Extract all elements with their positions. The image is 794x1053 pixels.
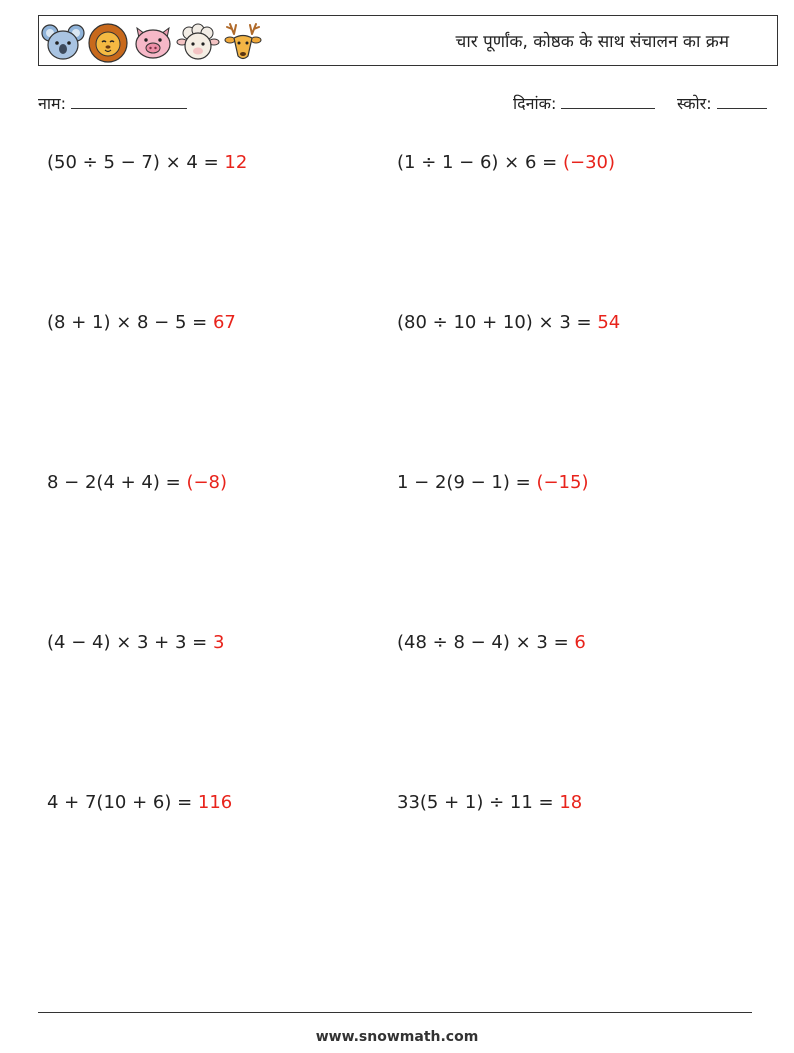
lion-icon: [86, 20, 130, 64]
problem-answer: 67: [212, 312, 236, 333]
problem-10: [397, 792, 582, 813]
problem-answer: 18: [559, 792, 583, 813]
problem-6: [397, 472, 588, 493]
problem-expression: 8 − 2(4 + 4) =: [47, 472, 187, 493]
name-blank[interactable]: [71, 94, 187, 109]
deer-icon: [221, 20, 265, 64]
worksheet-title: चार पूर्णांक, कोष्ठक के साथ संचालन का क्रम: [455, 32, 729, 52]
problem-answer: 12: [224, 152, 248, 173]
problem-answer: 116: [197, 792, 233, 813]
problem-expression: 1 − 2(9 − 1) =: [397, 472, 537, 493]
date-field: [513, 92, 655, 114]
footer-divider: [38, 1012, 752, 1013]
problem-7: [47, 632, 224, 653]
problem-8: [397, 632, 586, 653]
problem-expression: (50 ÷ 5 − 7) × 4 =: [47, 152, 225, 173]
score-blank[interactable]: [717, 94, 767, 109]
name-label: नाम:: [38, 94, 66, 113]
problem-expression: (4 − 4) × 3 + 3 =: [47, 632, 213, 653]
worksheet-header: [38, 15, 778, 66]
problem-answer: (−15): [536, 472, 589, 493]
footer-url[interactable]: www.snowmath.com: [315, 1029, 479, 1045]
problem-9: [47, 792, 232, 813]
problem-answer: 54: [597, 312, 621, 333]
problem-expression: (48 ÷ 8 − 4) × 3 =: [397, 632, 575, 653]
animal-icons: [41, 20, 266, 64]
date-blank[interactable]: [561, 94, 655, 109]
problem-answer: (−30): [562, 152, 615, 173]
sheep-icon: [176, 20, 220, 64]
problem-expression: (1 ÷ 1 − 6) × 6 =: [397, 152, 563, 173]
score-field: [677, 92, 767, 114]
problem-answer: 3: [212, 632, 225, 653]
problem-expression: (80 ÷ 10 + 10) × 3 =: [397, 312, 598, 333]
problem-expression: (8 + 1) × 8 − 5 =: [47, 312, 213, 333]
problem-expression: 33(5 + 1) ÷ 11 =: [397, 792, 560, 813]
koala-icon: [41, 20, 85, 64]
date-label: दिनांक:: [513, 94, 557, 113]
problem-5: [47, 472, 227, 493]
problem-3: [47, 312, 236, 333]
problem-answer: (−8): [186, 472, 228, 493]
problem-1: [47, 152, 247, 173]
score-label: स्कोर:: [677, 94, 712, 113]
problem-2: [397, 152, 615, 173]
problem-4: [397, 312, 620, 333]
problem-expression: 4 + 7(10 + 6) =: [47, 792, 198, 813]
problem-answer: 6: [574, 632, 586, 653]
name-field: [38, 92, 187, 114]
pig-icon: [131, 20, 175, 64]
